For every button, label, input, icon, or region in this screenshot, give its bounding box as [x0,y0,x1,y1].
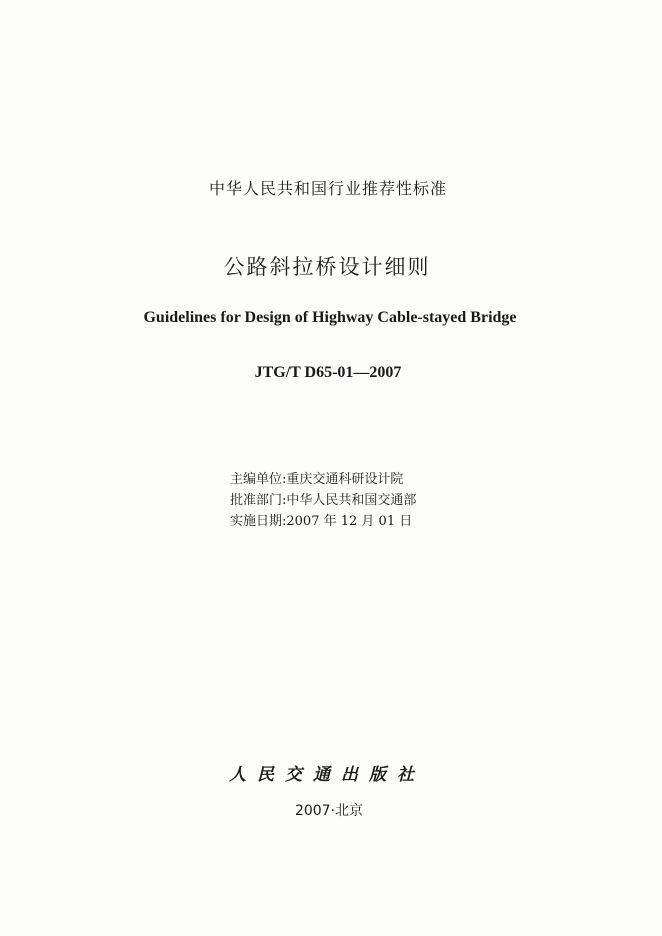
info-label: 实施日期: [230,514,287,529]
document-title-english: Guidelines for Design of Highway Cable-stayed Bridge [143,309,517,326]
publication-place-year: 2007·北京 [294,803,364,819]
info-value: 重庆交通科研设计院 [286,472,404,487]
standard-code: JTG/T D65-01—2007 [254,364,402,381]
info-row-chief-editor [230,469,416,490]
info-value: 2007 年 12 月 01 日 [286,514,413,529]
info-label: 批准部门: [230,493,287,508]
publisher-name: 人民交通出版社 [229,765,425,785]
info-label: 主编单位: [230,472,287,487]
standard-series-title: 中华人民共和国行业推荐性标准 [208,179,447,198]
publication-info [230,469,416,532]
document-title-chinese: 公路斜拉桥设计细则 [223,255,431,279]
info-row-approving-department [230,490,416,511]
info-row-effective-date [230,511,416,532]
info-value: 中华人民共和国交通部 [286,493,417,508]
